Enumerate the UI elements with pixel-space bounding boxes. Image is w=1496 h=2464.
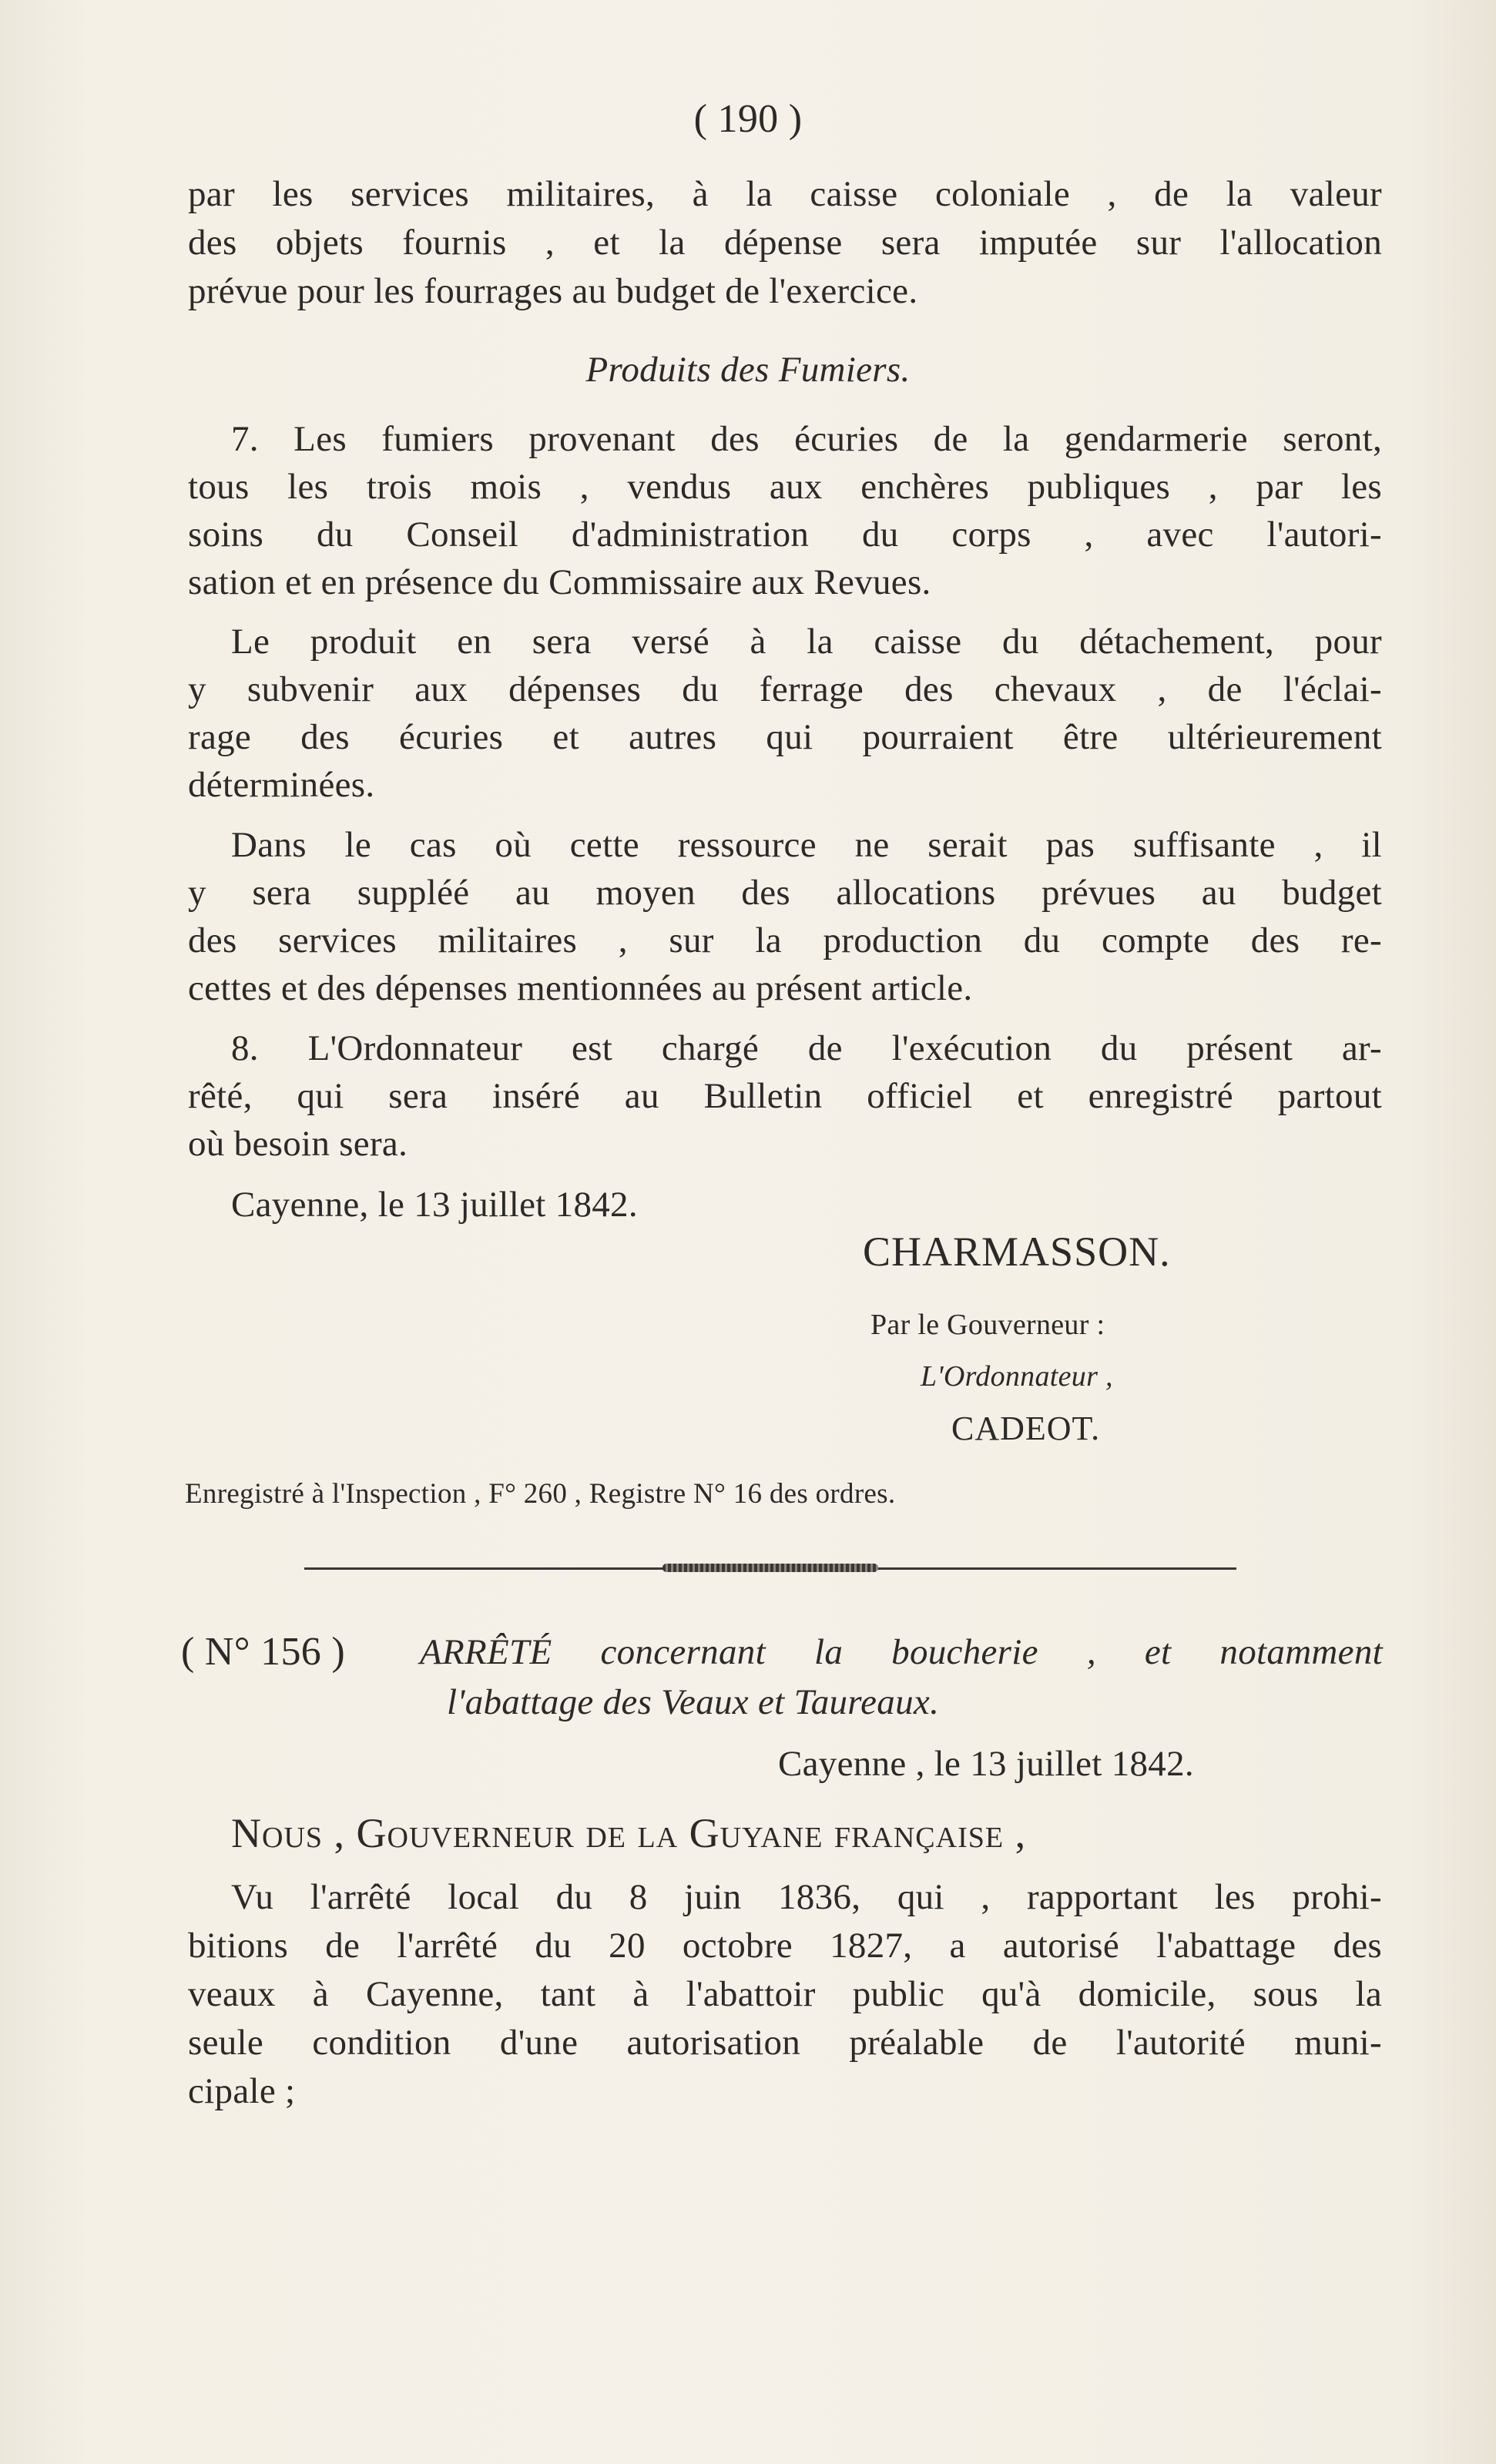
text-line: 7. Les fumiers provenant des écuries de la gendarmerie seront, — [231, 419, 1382, 459]
decree-number: ( N° 156 ) — [181, 1630, 345, 1674]
text-line: des services militaires , sur la production du compte des re- — [188, 920, 1382, 960]
text-line: Le produit en sera versé à la caisse du détachement, pour — [231, 622, 1382, 662]
text-line: soins du Conseil d'administration du corps , avec l'autori- — [188, 515, 1382, 555]
signature-role: L'Ordonnateur , — [921, 1360, 1113, 1393]
text-line: Vu l'arrêté local du 8 juin 1836, qui , rapportant les prohi- — [231, 1877, 1382, 1917]
text-line: prévue pour les fourrages au budget de l'exercice. — [188, 271, 918, 311]
text-line: cipale ; — [188, 2071, 296, 2111]
signature-name: CHARMASSON. — [863, 1229, 1171, 1275]
date-line: Cayenne, le 13 juillet 1842. — [231, 1185, 638, 1225]
registry-note: Enregistré à l'Inspection , F° 260 , Registre N° 16 des ordres. — [185, 1478, 896, 1510]
text-line: déterminées. — [188, 765, 375, 805]
text-line: des objets fournis , et la dépense sera imputée sur l'allocation — [188, 223, 1382, 263]
text-line: sation et en présence du Commissaire aux Revues. — [188, 562, 931, 602]
text-line: où besoin sera. — [188, 1124, 408, 1164]
decree-date: Cayenne , le 13 juillet 1842. — [778, 1744, 1194, 1784]
divider-ornament — [662, 1564, 878, 1572]
text-line: tous les trois mois , vendus aux enchères publiques , par les — [188, 467, 1382, 507]
decree-title: ARRÊTÉ concernant la boucherie , et notamment — [420, 1632, 1383, 1672]
signature-by: Par le Gouverneur : — [870, 1309, 1105, 1341]
text-line: Dans le cas où cette ressource ne serait pas suffisante , il — [231, 825, 1382, 865]
text-line: seule condition d'une autorisation préalable de l'autorité muni- — [188, 2023, 1382, 2063]
text-line: rage des écuries et autres qui pourraient être ultérieurement — [188, 717, 1382, 757]
page-number: ( 190 ) — [693, 97, 803, 141]
text-line: 8. L'Ordonnateur est chargé de l'exécution du présent ar- — [231, 1028, 1382, 1068]
signature-role-name: CADEOT. — [951, 1410, 1101, 1447]
text-line: y sera suppléé au moyen des allocations prévues au budget — [188, 873, 1382, 913]
decree-opening: Nous , Gouverneur de la Guyane française , — [231, 1810, 1027, 1856]
decree-title-cont: l'abattage des Veaux et Taureaux. — [447, 1682, 940, 1722]
text-line: veaux à Cayenne, tant à l'abattoir public qu'à domicile, sous la — [188, 1974, 1382, 2014]
text-line: y subvenir aux dépenses du ferrage des chevaux , de l'éclai- — [188, 669, 1382, 709]
text-line: bitions de l'arrêté du 20 octobre 1827, a autorisé l'abattage des — [188, 1926, 1382, 1966]
section-heading: Produits des Fumiers. — [585, 350, 911, 390]
text-line: cettes et des dépenses mentionnées au présent article. — [188, 968, 973, 1008]
text-line: par les services militaires, à la caisse coloniale , de la valeur — [188, 174, 1382, 214]
text-line: rêté, qui sera inséré au Bulletin officiel et enregistré partout — [188, 1076, 1382, 1116]
